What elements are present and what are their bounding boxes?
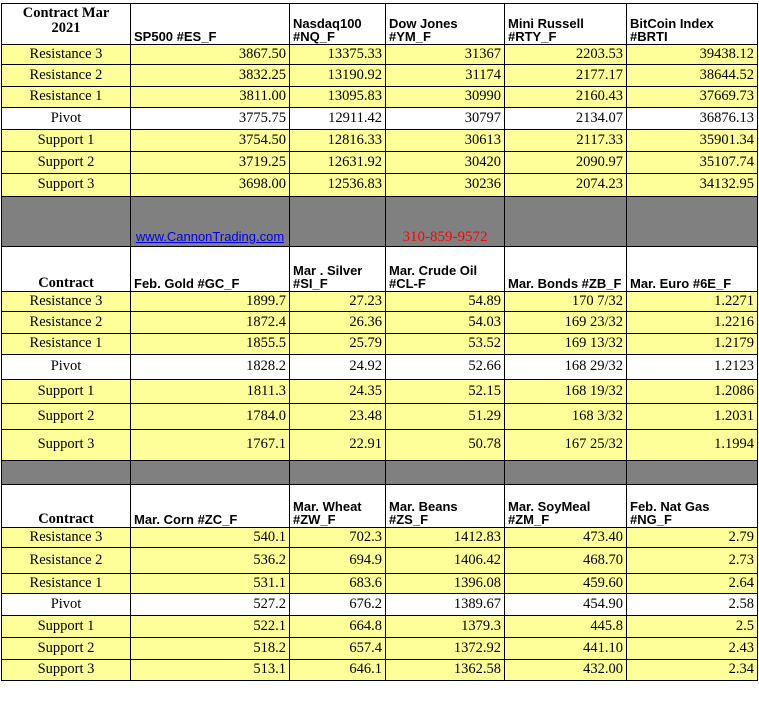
- level-label: Support 1: [2, 380, 131, 404]
- table-row: [2, 430, 758, 461]
- instrument-header-line: Mini Russell: [508, 15, 584, 31]
- instrument-header-line: #ZW_F: [293, 512, 336, 528]
- level-label: Support 3: [2, 660, 131, 681]
- level-value: 53.52: [386, 334, 505, 355]
- level-value: 2.79: [627, 528, 758, 548]
- instrument-header-line: #ZS_F: [389, 512, 429, 528]
- level-value: 51.29: [386, 404, 505, 430]
- contact-banner-row: [2, 197, 758, 247]
- level-value: 3719.25: [131, 152, 290, 174]
- level-value: 2090.97: [505, 152, 627, 174]
- instrument-header-cell: [290, 485, 386, 528]
- level-value: 30797: [386, 108, 505, 130]
- level-value: 1872.4: [131, 312, 290, 334]
- level-value: 38644.52: [627, 65, 758, 87]
- level-value: 441.10: [505, 638, 627, 660]
- level-value: 23.48: [290, 404, 386, 430]
- level-value: 522.1: [131, 616, 290, 638]
- separator-cell: [2, 197, 131, 247]
- instrument-header-line: #SI_F: [293, 276, 328, 292]
- instrument-header-cell: [505, 4, 627, 45]
- level-value: 536.2: [131, 548, 290, 574]
- instrument-header-line: Dow Jones: [389, 15, 458, 31]
- level-value: 1.2031: [627, 404, 758, 430]
- level-value: 2.73: [627, 548, 758, 574]
- level-label: Support 3: [2, 430, 131, 461]
- level-value: 3832.25: [131, 65, 290, 87]
- instrument-header-cell: [131, 4, 290, 45]
- level-value: 2.34: [627, 660, 758, 681]
- level-value: 2177.17: [505, 65, 627, 87]
- level-value: 35901.34: [627, 130, 758, 152]
- instrument-header-cell: [386, 485, 505, 528]
- level-value: 13375.33: [290, 45, 386, 65]
- level-value: 170 7/32: [505, 292, 627, 312]
- level-value: 2074.23: [505, 174, 627, 197]
- level-value: 39438.12: [627, 45, 758, 65]
- table-row: [2, 548, 758, 574]
- level-value: 3775.75: [131, 108, 290, 130]
- level-label: Pivot: [2, 108, 131, 130]
- instrument-header-line: #CL-F: [389, 276, 426, 292]
- level-value: 432.00: [505, 660, 627, 681]
- instrument-header-line: SP500 #ES_F: [134, 29, 217, 45]
- table-row: [2, 528, 758, 548]
- instrument-header-cell: [505, 485, 627, 528]
- instrument-header-cell: [627, 485, 758, 528]
- level-value: 1362.58: [386, 660, 505, 681]
- level-label: Resistance 3: [2, 292, 131, 312]
- separator-cell: [505, 461, 627, 485]
- table-row: [2, 108, 758, 130]
- level-value: 1828.2: [131, 355, 290, 380]
- table-row: [2, 355, 758, 380]
- level-value: 2.58: [627, 594, 758, 616]
- level-label: Support 1: [2, 616, 131, 638]
- instrument-header-cell: [386, 4, 505, 45]
- instrument-header-line: Mar. SoyMeal: [508, 498, 591, 514]
- level-value: 12536.83: [290, 174, 386, 197]
- level-value: 37669.73: [627, 87, 758, 108]
- level-value: 12631.92: [290, 152, 386, 174]
- level-value: 2134.07: [505, 108, 627, 130]
- table-row: [2, 87, 758, 108]
- contract-header-cell: [2, 4, 131, 45]
- table-body: [2, 4, 758, 681]
- contract-header-cell: [2, 247, 131, 292]
- instrument-header-line: Nasdaq100: [293, 15, 362, 31]
- separator-cell: [386, 461, 505, 485]
- level-value: 694.9: [290, 548, 386, 574]
- level-value: 454.90: [505, 594, 627, 616]
- level-value: 473.40: [505, 528, 627, 548]
- instrument-header-cell: [290, 247, 386, 292]
- level-value: 445.8: [505, 616, 627, 638]
- level-value: 24.35: [290, 380, 386, 404]
- level-value: 531.1: [131, 574, 290, 594]
- level-value: 1767.1: [131, 430, 290, 461]
- separator-cell: [627, 197, 758, 247]
- level-value: 24.92: [290, 355, 386, 380]
- level-label: Support 2: [2, 152, 131, 174]
- level-value: 1389.67: [386, 594, 505, 616]
- level-value: 13095.83: [290, 87, 386, 108]
- level-value: 30420: [386, 152, 505, 174]
- level-label: Resistance 2: [2, 548, 131, 574]
- level-value: 1.2123: [627, 355, 758, 380]
- table-row: [2, 638, 758, 660]
- table-row: [2, 334, 758, 355]
- level-value: 30990: [386, 87, 505, 108]
- level-value: 683.6: [290, 574, 386, 594]
- level-value: 52.15: [386, 380, 505, 404]
- level-value: 459.60: [505, 574, 627, 594]
- level-label: Resistance 3: [2, 45, 131, 65]
- level-value: 1811.3: [131, 380, 290, 404]
- level-label: Resistance 1: [2, 87, 131, 108]
- instrument-header-line: #NG_F: [630, 512, 672, 528]
- contract-year-label: 2021: [51, 20, 81, 37]
- level-value: 13190.92: [290, 65, 386, 87]
- level-label: Support 3: [2, 174, 131, 197]
- separator-row: [2, 461, 758, 485]
- level-value: 3867.50: [131, 45, 290, 65]
- level-value: 12816.33: [290, 130, 386, 152]
- level-value: 702.3: [290, 528, 386, 548]
- level-value: 54.89: [386, 292, 505, 312]
- instrument-header-cell: [290, 4, 386, 45]
- level-value: 12911.42: [290, 108, 386, 130]
- instrument-header-line: Feb. Nat Gas: [630, 498, 710, 514]
- level-value: 1.1994: [627, 430, 758, 461]
- level-label: Pivot: [2, 594, 131, 616]
- level-value: 30613: [386, 130, 505, 152]
- level-label: Resistance 2: [2, 312, 131, 334]
- table-row: [2, 152, 758, 174]
- separator-cell: [2, 461, 131, 485]
- instrument-header-line: Mar. Wheat: [293, 498, 362, 514]
- level-value: 30236: [386, 174, 505, 197]
- table-row: [2, 574, 758, 594]
- block3-header-row: [2, 485, 758, 528]
- level-value: 168 19/32: [505, 380, 627, 404]
- level-value: 25.79: [290, 334, 386, 355]
- table-row: [2, 292, 758, 312]
- table-row: [2, 65, 758, 87]
- instrument-header-line: #YM_F: [389, 29, 431, 45]
- level-value: 664.8: [290, 616, 386, 638]
- table-row: [2, 594, 758, 616]
- instrument-header-cell: [627, 247, 758, 292]
- level-value: 1.2086: [627, 380, 758, 404]
- instrument-header-cell: [386, 247, 505, 292]
- instrument-header-line: Feb. Gold #GC_F: [134, 276, 240, 292]
- level-value: 1406.42: [386, 548, 505, 574]
- level-value: 646.1: [290, 660, 386, 681]
- separator-cell: [290, 197, 386, 247]
- level-value: 657.4: [290, 638, 386, 660]
- separator-cell: [131, 197, 290, 247]
- separator-cell: [290, 461, 386, 485]
- level-value: 50.78: [386, 430, 505, 461]
- table-row: [2, 130, 758, 152]
- instrument-header-line: #BRTI: [630, 29, 668, 45]
- level-value: 676.2: [290, 594, 386, 616]
- instrument-header-cell: [505, 247, 627, 292]
- table-row: [2, 404, 758, 430]
- separator-cell: [386, 197, 505, 247]
- level-value: 2117.33: [505, 130, 627, 152]
- separator-cell: [627, 461, 758, 485]
- instrument-header-line: Mar. Bonds #ZB_F: [508, 276, 622, 292]
- level-value: 1784.0: [131, 404, 290, 430]
- table-row: [2, 174, 758, 197]
- level-value: 3811.00: [131, 87, 290, 108]
- instrument-header-line: Mar. Corn #ZC_F: [134, 512, 238, 528]
- level-label: Support 1: [2, 130, 131, 152]
- level-value: 31367: [386, 45, 505, 65]
- level-label: Resistance 1: [2, 574, 131, 594]
- instrument-header-line: Mar. Beans: [389, 498, 458, 514]
- instrument-header-line: Mar . Silver: [293, 262, 363, 278]
- level-value: 3754.50: [131, 130, 290, 152]
- level-value: 1412.83: [386, 528, 505, 548]
- phone-number: 310-859-9572: [402, 229, 488, 246]
- website-link[interactable]: www.CannonTrading.com: [135, 229, 285, 245]
- instrument-header-line: #RTY_F: [508, 29, 557, 45]
- level-label: Resistance 3: [2, 528, 131, 548]
- level-value: 1899.7: [131, 292, 290, 312]
- table-row: [2, 616, 758, 638]
- level-value: 35107.74: [627, 152, 758, 174]
- contract-label: Contract: [38, 274, 94, 291]
- instrument-header-cell: [131, 247, 290, 292]
- level-value: 1372.92: [386, 638, 505, 660]
- level-value: 540.1: [131, 528, 290, 548]
- level-value: 52.66: [386, 355, 505, 380]
- level-label: Support 2: [2, 638, 131, 660]
- level-value: 3698.00: [131, 174, 290, 197]
- level-value: 2.43: [627, 638, 758, 660]
- table-row: [2, 660, 758, 681]
- level-value: 168 29/32: [505, 355, 627, 380]
- level-value: 169 13/32: [505, 334, 627, 355]
- instrument-header-cell: [131, 485, 290, 528]
- level-value: 1855.5: [131, 334, 290, 355]
- instrument-header-line: #NQ_F: [293, 29, 335, 45]
- table-row: [2, 312, 758, 334]
- table-row: [2, 380, 758, 404]
- level-value: 167 25/32: [505, 430, 627, 461]
- instrument-header-line: #ZM_F: [508, 512, 550, 528]
- level-label: Pivot: [2, 355, 131, 380]
- pivot-levels-table: [1, 3, 758, 681]
- block2-header-row: [2, 247, 758, 292]
- separator-cell: [131, 461, 290, 485]
- level-value: 34132.95: [627, 174, 758, 197]
- level-value: 2.64: [627, 574, 758, 594]
- contract-label: Contract: [38, 510, 94, 527]
- level-value: 1379.3: [386, 616, 505, 638]
- level-value: 168 3/32: [505, 404, 627, 430]
- level-value: 468.70: [505, 548, 627, 574]
- level-value: 22.91: [290, 430, 386, 461]
- level-value: 1.2271: [627, 292, 758, 312]
- level-value: 31174: [386, 65, 505, 87]
- level-value: 54.03: [386, 312, 505, 334]
- contract-header-cell: [2, 485, 131, 528]
- instrument-header-line: Mar. Crude Oil: [389, 262, 478, 278]
- level-value: 1396.08: [386, 574, 505, 594]
- level-value: 27.23: [290, 292, 386, 312]
- instrument-header-line: Mar. Euro #6E_F: [630, 276, 732, 292]
- level-value: 1.2216: [627, 312, 758, 334]
- level-value: 1.2179: [627, 334, 758, 355]
- level-value: 169 23/32: [505, 312, 627, 334]
- level-label: Resistance 1: [2, 334, 131, 355]
- separator-cell: [505, 197, 627, 247]
- level-value: 527.2: [131, 594, 290, 616]
- contract-month-label: Contract Mar: [22, 5, 110, 21]
- level-value: 513.1: [131, 660, 290, 681]
- instrument-header-cell: [627, 4, 758, 45]
- level-value: 36876.13: [627, 108, 758, 130]
- level-label: Support 2: [2, 404, 131, 430]
- level-value: 2.5: [627, 616, 758, 638]
- level-label: Resistance 2: [2, 65, 131, 87]
- level-value: 26.36: [290, 312, 386, 334]
- level-value: 518.2: [131, 638, 290, 660]
- block1-header-row: [2, 4, 758, 45]
- table-row: [2, 45, 758, 65]
- instrument-header-line: BitCoin Index: [630, 15, 714, 31]
- level-value: 2160.43: [505, 87, 627, 108]
- level-value: 2203.53: [505, 45, 627, 65]
